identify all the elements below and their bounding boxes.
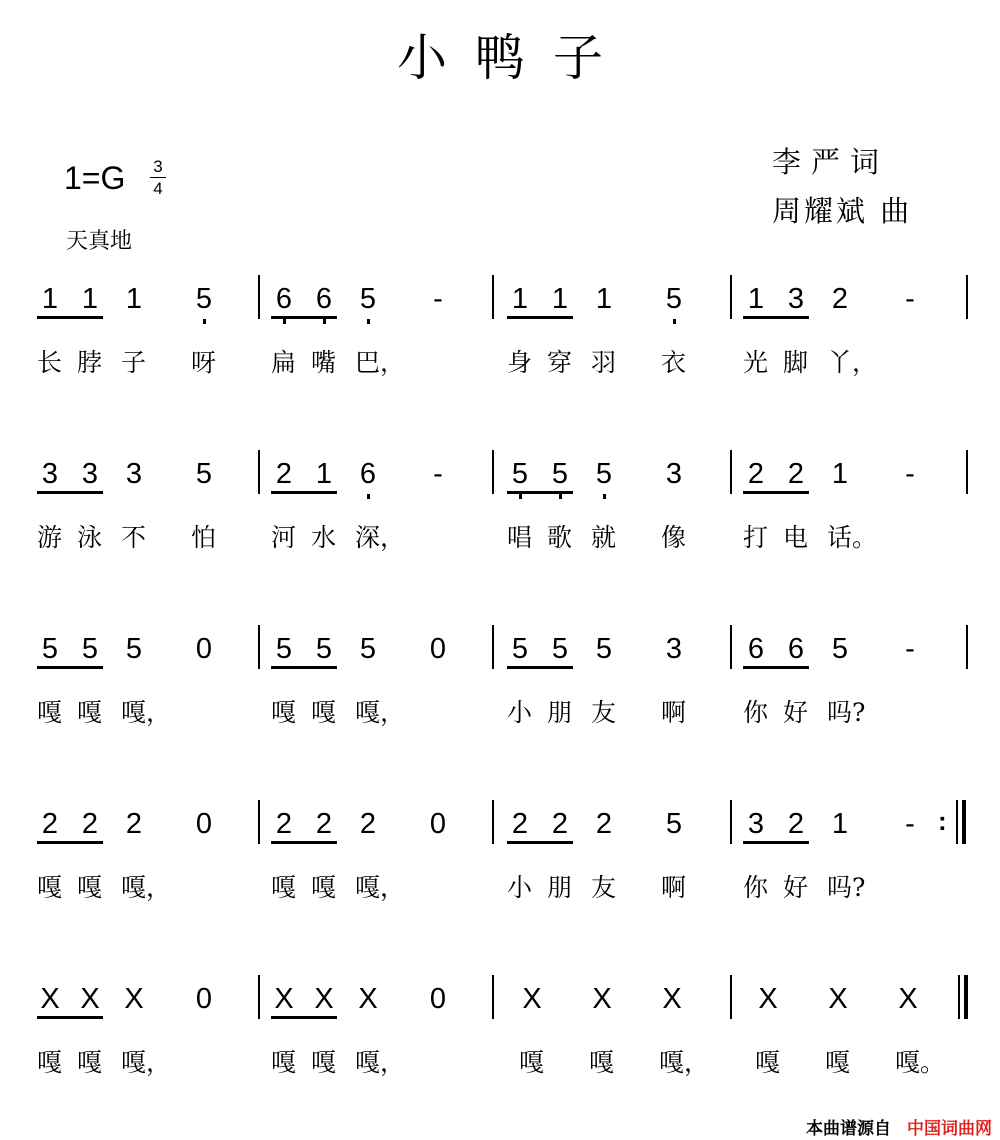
eighth-note-underline [37,666,103,669]
note: 1 [747,283,765,315]
note: 1 [41,283,59,315]
barline [966,625,968,669]
eighth-note-underline [37,316,103,319]
barline [258,800,260,844]
note: X [358,983,378,1015]
note: 5 [831,633,849,665]
note: X [124,983,144,1015]
note: 5 [81,633,99,665]
lyric-syllable: 脖 [77,348,103,377]
eighth-note-underline [271,316,337,319]
note: 2 [511,808,529,840]
lyric-syllable: 唱 [507,523,533,552]
note: - [905,633,915,665]
note: 0 [195,633,213,665]
composer-credit: 周耀斌 曲 [772,194,913,228]
note: X [898,983,918,1015]
barline [730,625,732,669]
source-site-link[interactable]: 中国词曲网 [907,1119,992,1139]
lyric-syllable: 嘎 [77,873,103,902]
note: 6 [359,458,377,490]
lyric-syllable: 小 [507,698,533,727]
eighth-note-underline [37,841,103,844]
lyric-syllable: 河 [271,523,297,552]
note: 1 [551,283,569,315]
barline [492,625,494,669]
lyric-syllable: 嘎 [77,698,103,727]
low-octave-dot [673,319,676,324]
note: 1 [831,458,849,490]
lyric-syllable: 光 [743,348,769,377]
note: 1 [125,283,143,315]
note: 3 [665,633,683,665]
fraction-line [150,177,166,178]
note: 3 [41,458,59,490]
lyric-syllable: 嘎 [311,873,337,902]
lyric-syllable: 深， [355,523,406,552]
note: - [905,283,915,315]
note: 0 [429,633,447,665]
eighth-note-underline [507,316,573,319]
barline [492,800,494,844]
lyric-syllable: 嘎 [37,1048,63,1077]
lyric-syllable: 子 [121,348,147,377]
note: X [758,983,778,1015]
lyric-syllable: 嘎 [37,873,63,902]
lyric-syllable: 好 [783,698,809,727]
final-barline-thin [958,975,960,1019]
low-octave-dot [323,319,326,324]
lyric-syllable: 你 [743,873,769,902]
lyric-syllable: 身 [507,348,533,377]
lyric-syllable: 嘎 [271,698,297,727]
eighth-note-underline [743,666,809,669]
note: 6 [747,633,765,665]
note: - [433,458,443,490]
note: 5 [41,633,59,665]
note: X [314,983,334,1015]
note: 2 [81,808,99,840]
note: 5 [551,458,569,490]
lyric-syllable: 嘎， [121,1048,172,1077]
lyric-syllable: 嘎， [659,1048,710,1077]
note: X [828,983,848,1015]
repeat-barline-thin [956,800,958,844]
lyric-syllable: 你 [743,698,769,727]
lyric-syllable: 嘎， [355,698,406,727]
lyric-syllable: 话。 [827,523,878,552]
lyric-syllable: 游 [37,523,63,552]
barline [966,450,968,494]
note: 5 [665,283,683,315]
note: 2 [275,458,293,490]
lyric-syllable: 嘎 [77,1048,103,1077]
note: X [592,983,612,1015]
note: 2 [359,808,377,840]
note: 1 [511,283,529,315]
note: X [80,983,100,1015]
lyric-syllable: 嘎 [519,1048,545,1077]
note: 0 [195,983,213,1015]
note: 5 [195,458,213,490]
eighth-note-underline [271,491,337,494]
note: 2 [275,808,293,840]
note: 5 [551,633,569,665]
lyric-syllable: 长 [37,348,63,377]
note: 5 [195,283,213,315]
note: - [905,808,915,840]
lyric-syllable: 嘎 [271,1048,297,1077]
note: 3 [665,458,683,490]
tempo-marking: 天真地 [66,229,133,254]
note: 6 [315,283,333,315]
lyric-syllable: 像 [661,523,687,552]
barline [258,275,260,319]
barline [258,450,260,494]
lyric-syllable: 泳 [77,523,103,552]
note: 3 [747,808,765,840]
low-octave-dot [603,494,606,499]
note: 2 [315,808,333,840]
note: 5 [511,633,529,665]
lyric-syllable: 扁 [271,348,297,377]
eighth-note-underline [743,841,809,844]
note: 5 [665,808,683,840]
note: 0 [429,808,447,840]
note: 1 [81,283,99,315]
lyric-syllable: 友 [591,698,617,727]
note: 1 [315,458,333,490]
lyric-syllable: 穿 [547,348,573,377]
note: 2 [831,283,849,315]
low-octave-dot [367,319,370,324]
barline [730,800,732,844]
lyric-syllable: 吗? [827,873,866,902]
lyric-syllable: 水 [311,523,337,552]
song-title: 小鸭子 [397,29,631,87]
lyric-syllable: 电 [783,523,809,552]
note: X [522,983,542,1015]
lyric-syllable: 吗? [827,698,866,727]
key-signature: 1=G [64,160,126,196]
lyric-syllable: 嘴 [311,348,337,377]
footer-source [806,1114,992,1139]
low-octave-dot [367,494,370,499]
note: 2 [41,808,59,840]
note: 2 [747,458,765,490]
note: - [905,458,915,490]
note: X [662,983,682,1015]
lyric-syllable: 嘎 [271,873,297,902]
lyric-syllable: 脚 [783,348,809,377]
eighth-note-underline [507,491,573,494]
repeat-barline-thick [962,800,966,844]
lyric-syllable: 小 [507,873,533,902]
lyric-syllable: 啊 [661,698,687,727]
barline [966,275,968,319]
note: 5 [359,283,377,315]
lyric-syllable: 巴， [355,348,406,377]
note: - [433,283,443,315]
low-octave-dot [203,319,206,324]
eighth-note-underline [507,666,573,669]
eighth-note-underline [37,1016,103,1019]
eighth-note-underline [507,841,573,844]
note: 5 [511,458,529,490]
lyric-syllable: 嘎， [355,1048,406,1077]
low-octave-dot [559,494,562,499]
lyric-syllable: 嘎 [311,698,337,727]
barline [258,625,260,669]
lyric-syllable: 好 [783,873,809,902]
repeat-dots: : [938,806,947,836]
lyric-syllable: 友 [591,873,617,902]
lyric-syllable: 朋 [547,873,573,902]
low-octave-dot [283,319,286,324]
time-signature [150,157,166,198]
lyric-syllable: 嘎， [121,698,172,727]
time-signature-bottom: 4 [153,179,163,198]
lyric-syllable: 羽 [591,348,617,377]
barline [492,975,494,1019]
eighth-note-underline [271,841,337,844]
note: 5 [595,458,613,490]
lyric-syllable: 打 [743,523,769,552]
lyric-syllable: 丫， [827,348,878,377]
source-label: 本曲谱源自 [806,1119,891,1139]
note: 3 [787,283,805,315]
note: 2 [787,458,805,490]
note: X [274,983,294,1015]
note: 0 [429,983,447,1015]
note: 5 [595,633,613,665]
lyric-syllable: 呀 [191,348,217,377]
note: 5 [275,633,293,665]
barline [730,450,732,494]
note: X [40,983,60,1015]
note: 1 [595,283,613,315]
lyric-syllable: 歌 [547,523,573,552]
note: 0 [195,808,213,840]
note: 3 [125,458,143,490]
lyric-syllable: 怕 [191,523,217,552]
eighth-note-underline [271,666,337,669]
lyric-syllable: 嘎 [311,1048,337,1077]
note: 2 [551,808,569,840]
eighth-note-underline [271,1016,337,1019]
eighth-note-underline [37,491,103,494]
note: 3 [81,458,99,490]
lyric-syllable: 嘎， [355,873,406,902]
final-barline-thick [964,975,968,1019]
lyricist-credit: 李严词 [772,145,890,179]
time-signature-top: 3 [153,157,163,176]
barline [258,975,260,1019]
barline [492,450,494,494]
note: 5 [125,633,143,665]
note: 2 [787,808,805,840]
barline [730,275,732,319]
lyric-syllable: 嘎 [37,698,63,727]
eighth-note-underline [743,491,809,494]
barline [730,975,732,1019]
lyric-syllable: 嘎 [589,1048,615,1077]
note: 6 [787,633,805,665]
lyric-syllable: 不 [121,523,147,552]
lyric-syllable: 嘎 [755,1048,781,1077]
lyric-syllable: 就 [591,523,617,552]
note: 2 [125,808,143,840]
note: 6 [275,283,293,315]
eighth-note-underline [743,316,809,319]
lyric-syllable: 啊 [661,873,687,902]
note: 1 [831,808,849,840]
note: 5 [315,633,333,665]
note: 2 [595,808,613,840]
lyric-syllable: 嘎。 [895,1048,946,1077]
low-octave-dot [519,494,522,499]
lyric-syllable: 嘎， [121,873,172,902]
barline [492,275,494,319]
lyric-syllable: 朋 [547,698,573,727]
note: 5 [359,633,377,665]
lyric-syllable: 嘎 [825,1048,851,1077]
lyric-syllable: 衣 [661,348,687,377]
